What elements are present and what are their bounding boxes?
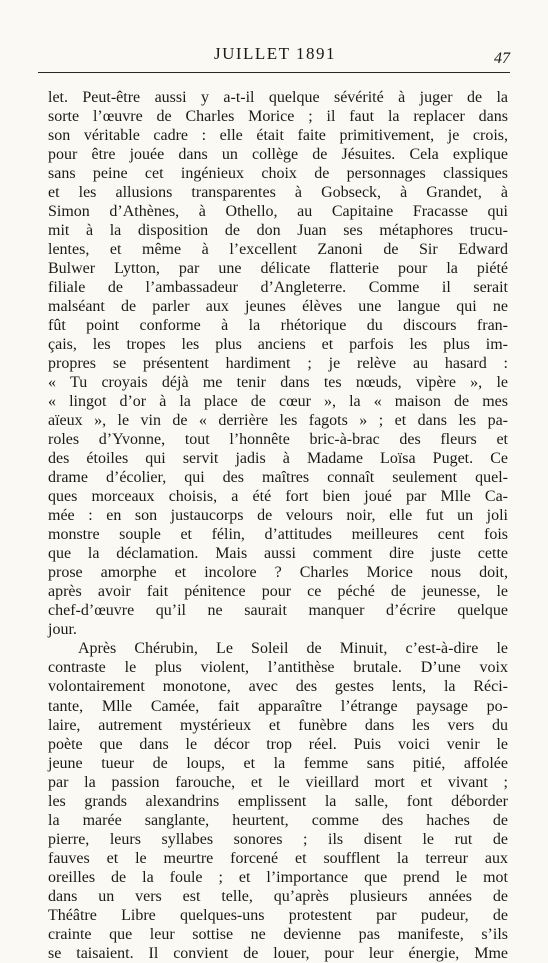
text-line: fauves et le meurtre forcené et soufflent la terreur aux: [48, 849, 508, 867]
body-text: [48, 88, 508, 963]
running-head-title: JUILLET 1891: [213, 44, 337, 63]
text-line: lentes, et même à l’excellent Zanoni de Sir Edward: [48, 241, 508, 259]
text-line: pour être jouée dans un collège de Jésuites. Cela explique: [48, 146, 508, 164]
text-line: son véritable cadre : elle était faite primitivement, je crois,: [48, 127, 508, 145]
text-line: fût point conforme à la rhétorique du discours fran-: [48, 317, 508, 335]
text-line: jeune tueur de loups, et la femme sans pitié, affolée: [48, 754, 508, 772]
text-line: des étoiles qui servit jadis à Madame Loïsa Puget. Ce: [48, 450, 508, 468]
text-line: sorte l’œuvre de Charles Morice ; il faut la replacer dans: [48, 108, 508, 126]
text-line: mit à la disposition de don Juan ses métaphores trucu-: [48, 222, 508, 240]
text-line: Théâtre Libre quelques-uns protestent par pudeur, de: [48, 906, 508, 924]
text-line: volontairement monotone, avec des gestes lents, la Réci-: [48, 678, 508, 696]
text-line: pierre, leurs syllabes sonores ; ils disent le rut de: [48, 830, 508, 848]
text-line: chef-d’œuvre qu’il ne saurait manquer d’écrire quelque: [48, 602, 508, 620]
text-line: Bulwer Lytton, par une délicate flatterie pour la piété: [48, 260, 508, 278]
text-line: que la déclamation. Mais aussi comment dire juste cette: [48, 545, 508, 563]
text-line: monstre souple et félin, d’attitudes meilleures cent fois: [48, 526, 508, 544]
text-line: par la passion farouche, et le vieillard mort et vivant ;: [48, 773, 508, 791]
text-line: prose amorphe et incolore ? Charles Morice nous doit,: [48, 564, 508, 582]
text-line: poète que dans le décor trop réel. Puis voici venir le: [48, 735, 508, 753]
text-line: « lingot d’or à la place de cœur », la « maison de mes: [48, 393, 508, 411]
text-line: se taisaient. Il convient de louer, pour leur énergie, Mme: [48, 944, 508, 962]
text-line: les grands alexandrins emplissent la salle, font déborder: [48, 792, 508, 810]
text-line: Après Chérubin, Le Soleil de Minuit, c’est-à-dire le: [78, 640, 508, 658]
text-line: crainte que leur sottise ne devienne pas manifeste, s’ils: [48, 925, 508, 943]
text-line: roles d’Yvonne, tout l’honnête bric-à-brac des fleurs et: [48, 431, 508, 449]
text-line: contraste le plus violent, l’antithèse brutale. D’une voix: [48, 659, 508, 677]
text-line: « Tu croyais déjà me tenir dans tes nœuds, vipère », le: [48, 374, 508, 392]
text-line: la marée sanglante, heurtent, comme des haches de: [48, 811, 508, 829]
text-line: jour.: [48, 621, 77, 639]
text-line: mée : en son justaucorps de velours noir, elle fut un joli: [48, 507, 508, 525]
header-rule: [38, 72, 510, 73]
text-line: tante, Mlle Camée, fait apparaître l’étrange paysage po-: [48, 697, 508, 715]
page-number: 47: [494, 50, 510, 67]
text-line: drame d’écolier, qui des maîtres connaît seulement quel-: [48, 469, 508, 487]
text-line: ques morceaux choisis, a été fort bien joué par Mlle Ca-: [48, 488, 508, 506]
text-line: let. Peut-être aussi y a-t-il quelque sévérité à juger de la: [48, 89, 508, 106]
text-line: dans un vers est telle, qu’après plusieurs années de: [48, 887, 508, 905]
text-line: sans peine cet ingénieux choix de personnages classiques: [48, 165, 508, 183]
text-line: laire, autrement mystérieux et funèbre dans les vers du: [48, 716, 508, 734]
text-line: propres se présentent hardiment ; je relève au hasard :: [48, 355, 508, 373]
text-line: filiale de l’ambassadeur d’Angleterre. Comme il serait: [48, 279, 508, 297]
text-line: après avoir fait pénitence pour ce péché de jeunesse, le: [48, 583, 508, 601]
text-line: malséant de parler aux jeunes élèves une langue qui ne: [48, 298, 508, 316]
text-line: oreilles de la foule ; et l’importance que prend le mot: [48, 868, 508, 886]
text-line: et les allusions transparentes à Gobseck, à Grandet, à: [48, 184, 508, 202]
text-line: aïeux », le vin de « derrière les fagots » ; et dans les pa-: [48, 412, 508, 430]
running-head: [40, 40, 510, 68]
text-line: çais, les tropes les plus anciens et parfois les plus im-: [48, 336, 508, 354]
text-line: Simon d’Athènes, à Othello, au Capitaine Fracasse qui: [48, 203, 508, 221]
